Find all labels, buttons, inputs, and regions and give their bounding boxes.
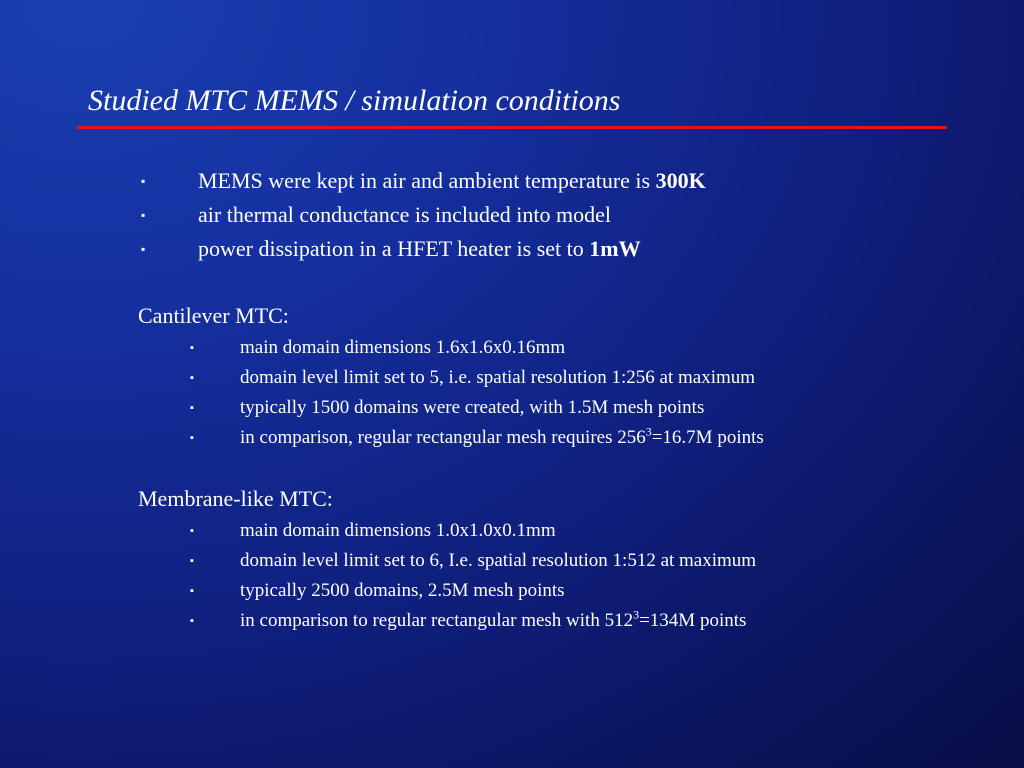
square-bullet-icon: ▪ (190, 372, 194, 384)
cantilever-heading: Cantilever MTC: (138, 303, 289, 328)
item-text: domain level limit set to 6, I.e. spatial resolution 1:512 at maximum (240, 550, 757, 571)
square-bullet-icon: ▪ (190, 342, 194, 354)
item-text: in comparison to regular rectangular mesh with 512 (240, 610, 634, 631)
item-emphasis: 1mW (589, 236, 641, 261)
square-bullet-icon: ▪ (190, 432, 194, 444)
square-bullet-icon: ▪ (190, 615, 194, 627)
item-text: in comparison, regular rectangular mesh requires 256 (240, 427, 646, 448)
item-text: =134M points (639, 610, 747, 631)
title-underline (77, 126, 947, 129)
square-bullet-icon: ▪ (141, 242, 146, 256)
item-text: main domain dimensions 1.0x1.0x0.1mm (240, 520, 556, 541)
item-text: typically 2500 domains, 2.5M mesh points (240, 580, 565, 601)
membrane-heading: Membrane-like MTC: (138, 486, 333, 511)
square-bullet-icon: ▪ (190, 525, 194, 537)
item-text: =16.7M points (651, 427, 764, 448)
square-bullet-icon: ▪ (141, 174, 146, 188)
item-text: domain level limit set to 5, i.e. spatial resolution 1:256 at maximum (240, 367, 756, 388)
item-text: power dissipation in a HFET heater is set to (198, 236, 590, 261)
square-bullet-icon: ▪ (141, 208, 146, 222)
item-text: typically 1500 domains were created, with 1.5M mesh points (240, 397, 705, 418)
square-bullet-icon: ▪ (190, 585, 194, 597)
item-emphasis: 300K (655, 168, 706, 193)
item-text: air thermal conductance is included into model (198, 202, 611, 227)
square-bullet-icon: ▪ (190, 555, 194, 567)
exponent: 3 (645, 424, 652, 439)
square-bullet-icon: ▪ (190, 402, 194, 414)
item-text: MEMS were kept in air and ambient temperature is (198, 168, 656, 193)
item-text: main domain dimensions 1.6x1.6x0.16mm (240, 337, 566, 358)
exponent: 3 (633, 607, 640, 622)
slide-title: Studied MTC MEMS / simulation conditions (88, 84, 621, 117)
